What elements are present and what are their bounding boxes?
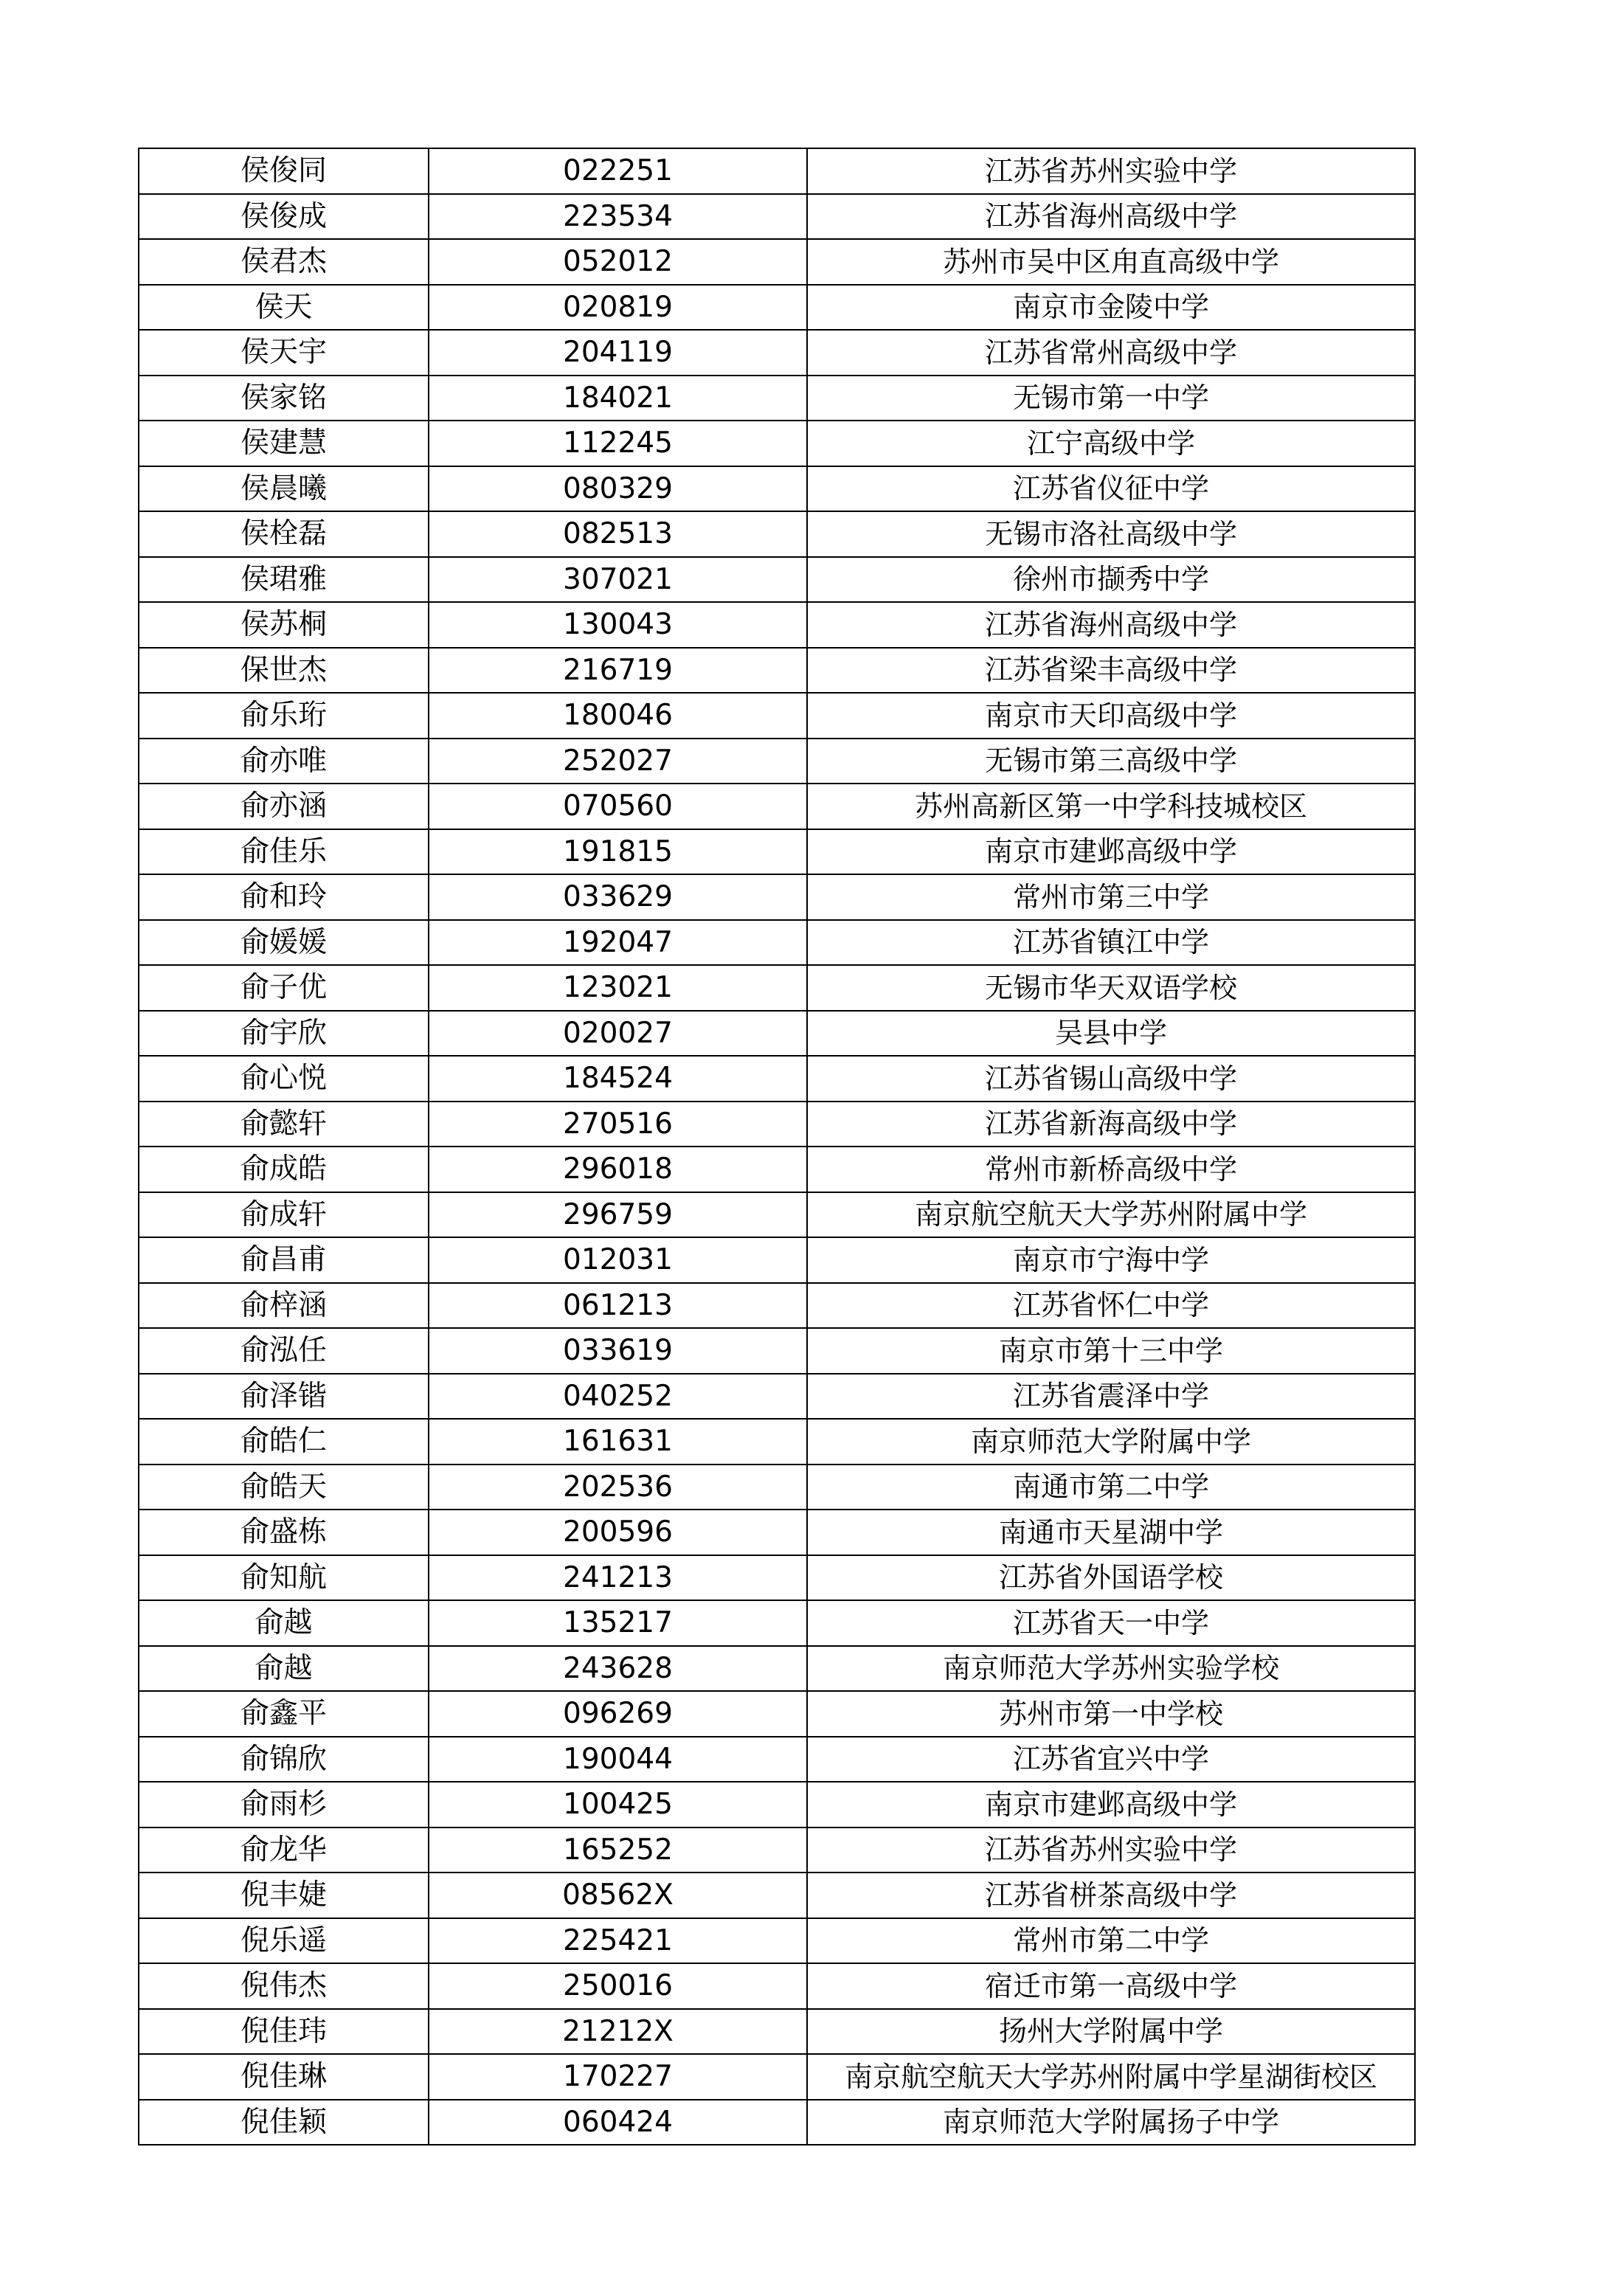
student-name-cell: 倪乐遥 [139,1918,429,1964]
school-name-cell: 徐州市撷秀中学 [807,557,1415,603]
table-row [139,2054,1415,2100]
table-row [139,421,1415,466]
student-id-cell: 296759 [429,1192,807,1238]
student-roster-table [138,148,1416,2145]
table-row [139,148,1415,194]
table-row [139,1147,1415,1192]
student-id-cell: 191815 [429,829,807,875]
student-id-cell: 184021 [429,376,807,421]
table-row [139,330,1415,376]
school-name-cell: 南京师范大学苏州实验学校 [807,1646,1415,1692]
school-name-cell: 吴县中学 [807,1011,1415,1057]
student-id-cell: 184524 [429,1056,807,1102]
table-row [139,648,1415,694]
student-name-cell: 俞子优 [139,965,429,1011]
table-row [139,1374,1415,1420]
table-row [139,1102,1415,1147]
table-row [139,1873,1415,1918]
table-row [139,1828,1415,1873]
student-id-cell: 040252 [429,1374,807,1420]
table-row [139,1011,1415,1057]
school-name-cell: 无锡市第一中学 [807,376,1415,421]
student-id-cell: 123021 [429,965,807,1011]
student-name-cell: 保世杰 [139,648,429,694]
student-id-cell: 202536 [429,1465,807,1510]
table-row [139,466,1415,512]
student-id-cell: 100425 [429,1782,807,1828]
student-id-cell: 112245 [429,421,807,466]
student-name-cell: 倪伟杰 [139,1963,429,2009]
table-row [139,1192,1415,1238]
student-id-cell: 161631 [429,1419,807,1465]
school-name-cell: 南通市天星湖中学 [807,1510,1415,1555]
table-row [139,739,1415,784]
student-id-cell: 135217 [429,1600,807,1646]
table-row [139,602,1415,648]
student-id-cell: 012031 [429,1237,807,1283]
student-name-cell: 俞成皓 [139,1147,429,1192]
table-row [139,2100,1415,2145]
table-row [139,1056,1415,1102]
table-row [139,285,1415,331]
school-name-cell: 无锡市第三高级中学 [807,739,1415,784]
student-id-cell: 060424 [429,2100,807,2145]
student-id-cell: 020027 [429,1011,807,1057]
student-id-cell: 250016 [429,1963,807,2009]
student-name-cell: 侯苏桐 [139,602,429,648]
student-id-cell: 190044 [429,1737,807,1782]
student-name-cell: 侯俊成 [139,194,429,240]
school-name-cell: 江苏省镇江中学 [807,920,1415,966]
student-id-cell: 022251 [429,148,807,194]
school-name-cell: 南京市金陵中学 [807,285,1415,331]
student-name-cell: 俞越 [139,1600,429,1646]
table-row [139,1600,1415,1646]
student-id-cell: 252027 [429,739,807,784]
school-name-cell: 江苏省天一中学 [807,1600,1415,1646]
student-name-cell: 俞和玲 [139,874,429,920]
school-name-cell: 江苏省苏州实验中学 [807,148,1415,194]
student-name-cell: 俞懿轩 [139,1102,429,1147]
school-name-cell: 常州市第三中学 [807,874,1415,920]
school-name-cell: 宿迁市第一高级中学 [807,1963,1415,2009]
student-name-cell: 俞皓天 [139,1465,429,1510]
school-name-cell: 无锡市华天双语学校 [807,965,1415,1011]
student-name-cell: 俞昌甫 [139,1237,429,1283]
school-name-cell: 江苏省海州高级中学 [807,602,1415,648]
student-id-cell: 241213 [429,1555,807,1601]
school-name-cell: 苏州市吴中区甪直高级中学 [807,239,1415,285]
roster-body [139,148,1415,2145]
school-name-cell: 无锡市洛社高级中学 [807,511,1415,557]
student-name-cell: 俞皓仁 [139,1419,429,1465]
school-name-cell: 南京市建邺高级中学 [807,829,1415,875]
student-name-cell: 俞鑫平 [139,1691,429,1737]
table-row [139,1646,1415,1692]
table-row [139,784,1415,829]
school-name-cell: 江苏省仪征中学 [807,466,1415,512]
table-row [139,1963,1415,2009]
student-name-cell: 侯天宇 [139,330,429,376]
student-id-cell: 080329 [429,466,807,512]
student-id-cell: 033619 [429,1328,807,1374]
student-name-cell: 倪丰婕 [139,1873,429,1918]
school-name-cell: 扬州大学附属中学 [807,2009,1415,2055]
student-name-cell: 俞乐珩 [139,693,429,739]
table-row [139,239,1415,285]
school-name-cell: 南京市建邺高级中学 [807,1782,1415,1828]
school-name-cell: 南京市宁海中学 [807,1237,1415,1283]
student-id-cell: 192047 [429,920,807,966]
student-id-cell: 165252 [429,1828,807,1873]
student-name-cell: 侯俊同 [139,148,429,194]
student-id-cell: 070560 [429,784,807,829]
table-row [139,1782,1415,1828]
student-name-cell: 俞亦唯 [139,739,429,784]
student-id-cell: 296018 [429,1147,807,1192]
student-name-cell: 侯君杰 [139,239,429,285]
student-id-cell: 225421 [429,1918,807,1964]
table-row [139,1918,1415,1964]
table-row [139,1691,1415,1737]
school-name-cell: 江苏省外国语学校 [807,1555,1415,1601]
table-row [139,1419,1415,1465]
student-name-cell: 俞盛栋 [139,1510,429,1555]
school-name-cell: 江苏省新海高级中学 [807,1102,1415,1147]
student-id-cell: 130043 [429,602,807,648]
school-name-cell: 南京航空航天大学苏州附属中学 [807,1192,1415,1238]
table-row [139,376,1415,421]
table-row [139,920,1415,966]
student-name-cell: 俞梓涵 [139,1283,429,1329]
table-row [139,1283,1415,1329]
table-row [139,1555,1415,1601]
student-name-cell: 倪佳颖 [139,2100,429,2145]
school-name-cell: 江苏省怀仁中学 [807,1283,1415,1329]
student-id-cell: 223534 [429,194,807,240]
student-id-cell: 307021 [429,557,807,603]
student-name-cell: 俞心悦 [139,1056,429,1102]
student-id-cell: 216719 [429,648,807,694]
table-row [139,1510,1415,1555]
school-name-cell: 南京市第十三中学 [807,1328,1415,1374]
student-id-cell: 204119 [429,330,807,376]
school-name-cell: 苏州市第一中学校 [807,1691,1415,1737]
school-name-cell: 江宁高级中学 [807,421,1415,466]
student-id-cell: 180046 [429,693,807,739]
student-name-cell: 侯建慧 [139,421,429,466]
table-row [139,1328,1415,1374]
school-name-cell: 江苏省震泽中学 [807,1374,1415,1420]
school-name-cell: 南京航空航天大学苏州附属中学星湖街校区 [807,2054,1415,2100]
student-name-cell: 俞佳乐 [139,829,429,875]
student-name-cell: 侯天 [139,285,429,331]
school-name-cell: 江苏省宜兴中学 [807,1737,1415,1782]
school-name-cell: 南通市第二中学 [807,1465,1415,1510]
table-row [139,1737,1415,1782]
student-name-cell: 倪佳玮 [139,2009,429,2055]
table-row [139,1465,1415,1510]
student-name-cell: 俞泓任 [139,1328,429,1374]
school-name-cell: 江苏省栟茶高级中学 [807,1873,1415,1918]
table-row [139,829,1415,875]
student-name-cell: 俞龙华 [139,1828,429,1873]
school-name-cell: 江苏省海州高级中学 [807,194,1415,240]
student-id-cell: 033629 [429,874,807,920]
student-name-cell: 侯栓磊 [139,511,429,557]
student-name-cell: 俞成轩 [139,1192,429,1238]
student-name-cell: 侯家铭 [139,376,429,421]
school-name-cell: 常州市新桥高级中学 [807,1147,1415,1192]
student-name-cell: 俞亦涵 [139,784,429,829]
table-row [139,1237,1415,1283]
student-name-cell: 俞锦欣 [139,1737,429,1782]
table-row [139,194,1415,240]
school-name-cell: 江苏省梁丰高级中学 [807,648,1415,694]
student-id-cell: 082513 [429,511,807,557]
student-id-cell: 052012 [429,239,807,285]
student-id-cell: 170227 [429,2054,807,2100]
table-row [139,693,1415,739]
school-name-cell: 南京师范大学附属中学 [807,1419,1415,1465]
school-name-cell: 江苏省常州高级中学 [807,330,1415,376]
student-name-cell: 侯珺雅 [139,557,429,603]
student-id-cell: 096269 [429,1691,807,1737]
table-row [139,557,1415,603]
school-name-cell: 江苏省苏州实验中学 [807,1828,1415,1873]
table-row [139,965,1415,1011]
student-name-cell: 俞媛媛 [139,920,429,966]
student-name-cell: 俞越 [139,1646,429,1692]
student-id-cell: 020819 [429,285,807,331]
student-id-cell: 08562X [429,1873,807,1918]
school-name-cell: 常州市第二中学 [807,1918,1415,1964]
student-id-cell: 200596 [429,1510,807,1555]
student-id-cell: 243628 [429,1646,807,1692]
student-name-cell: 俞宇欣 [139,1011,429,1057]
student-name-cell: 侯晨曦 [139,466,429,512]
school-name-cell: 南京市天印高级中学 [807,693,1415,739]
table-row [139,874,1415,920]
table-row [139,2009,1415,2055]
student-name-cell: 倪佳琳 [139,2054,429,2100]
student-name-cell: 俞泽锴 [139,1374,429,1420]
student-id-cell: 21212X [429,2009,807,2055]
student-name-cell: 俞知航 [139,1555,429,1601]
student-name-cell: 俞雨杉 [139,1782,429,1828]
table-row [139,511,1415,557]
school-name-cell: 南京师范大学附属扬子中学 [807,2100,1415,2145]
school-name-cell: 江苏省锡山高级中学 [807,1056,1415,1102]
student-id-cell: 061213 [429,1283,807,1329]
school-name-cell: 苏州高新区第一中学科技城校区 [807,784,1415,829]
student-id-cell: 270516 [429,1102,807,1147]
